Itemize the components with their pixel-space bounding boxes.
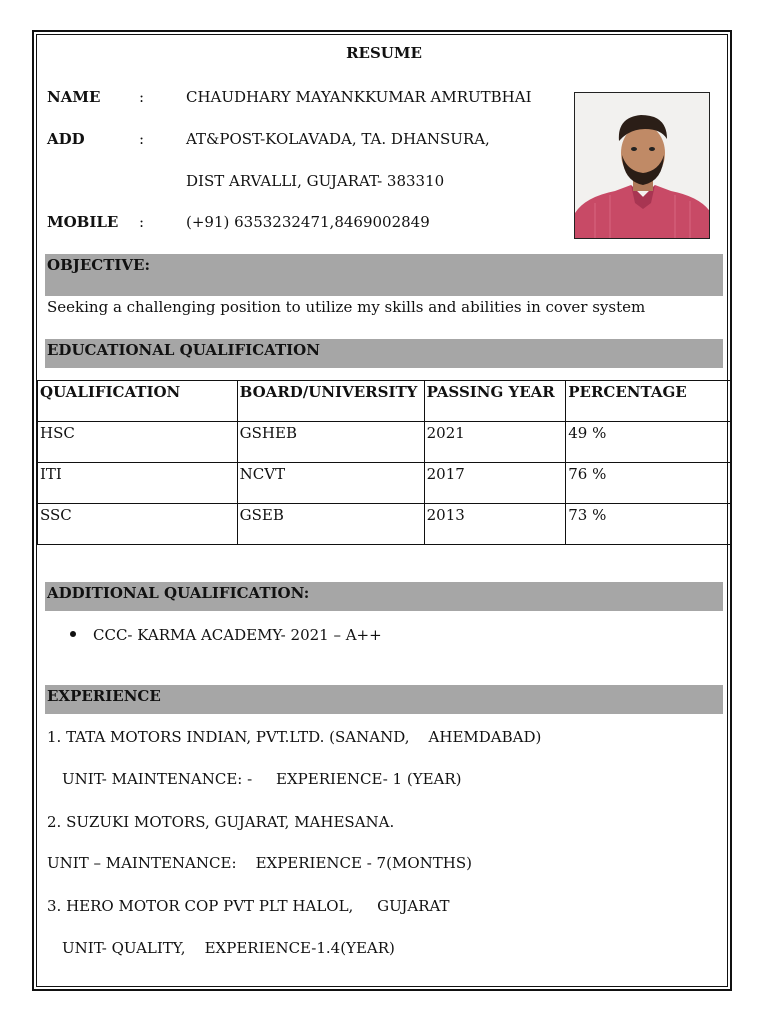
education-table: [37, 380, 731, 545]
table-cell: 73 %: [566, 504, 731, 545]
column-header: BOARD/UNIVERSITY: [237, 381, 424, 422]
address-line-2: DIST ARVALLI, GUJARAT- 383310: [186, 172, 445, 190]
address-colon: :: [139, 130, 145, 148]
name-value: CHAUDHARY MAYANKKUMAR AMRUTBHAI: [186, 88, 532, 106]
column-header: QUALIFICATION: [38, 381, 238, 422]
experience-line-1: 1. TATA MOTORS INDIAN, PVT.LTD. (SANAND, AHEMDABAD): [47, 728, 542, 746]
table-cell: ITI: [38, 463, 238, 504]
additional-item: CCC- KARMA ACADEMY- 2021 – A++: [93, 626, 382, 644]
table-row: [38, 463, 731, 504]
objective-text: Seeking a challenging position to utilize my skills and abilities in cover system: [47, 298, 646, 316]
person-photo-icon: [575, 93, 710, 239]
experience-line-6: UNIT- QUALITY, EXPERIENCE-1.4(YEAR): [62, 939, 395, 957]
mobile-label: MOBILE: [47, 213, 119, 231]
objective-heading-band: [45, 254, 723, 296]
profile-photo: [574, 92, 710, 239]
experience-line-3: 2. SUZUKI MOTORS, GUJARAT, MAHESANA.: [47, 813, 395, 831]
table-cell: 2021: [424, 422, 566, 463]
additional-heading-band: [45, 582, 723, 611]
name-colon: :: [139, 88, 145, 106]
table-cell: HSC: [38, 422, 238, 463]
additional-heading: ADDITIONAL QUALIFICATION:: [47, 584, 310, 602]
table-cell: GSHEB: [237, 422, 424, 463]
address-line-1: AT&POST-KOLAVADA, TA. DHANSURA,: [186, 130, 490, 148]
resume-title: RESUME: [346, 44, 422, 62]
column-header: PERCENTAGE: [566, 381, 731, 422]
bullet-icon: [70, 631, 76, 637]
experience-line-2: UNIT- MAINTENANCE: - EXPERIENCE- 1 (YEAR): [62, 770, 462, 788]
mobile-value: (+91) 6353232471,8469002849: [186, 213, 430, 231]
table-cell: 49 %: [566, 422, 731, 463]
table-cell: 2013: [424, 504, 566, 545]
table-cell: 76 %: [566, 463, 731, 504]
experience-heading: EXPERIENCE: [47, 687, 161, 705]
table-cell: 2017: [424, 463, 566, 504]
objective-heading: OBJECTIVE:: [47, 256, 151, 274]
experience-line-4: UNIT – MAINTENANCE: EXPERIENCE - 7(MONTHS): [47, 854, 472, 872]
table-row: [38, 422, 731, 463]
experience-line-5: 3. HERO MOTOR COP PVT PLT HALOL, GUJARAT: [47, 897, 450, 915]
mobile-colon: :: [139, 213, 145, 231]
table-cell: SSC: [38, 504, 238, 545]
table-cell: NCVT: [237, 463, 424, 504]
column-header: PASSING YEAR: [424, 381, 566, 422]
address-label: ADD: [47, 130, 85, 148]
name-label: NAME: [47, 88, 101, 106]
education-heading: EDUCATIONAL QUALIFICATION: [47, 341, 320, 359]
table-header-row: [38, 381, 731, 422]
table-row: [38, 504, 731, 545]
experience-heading-band: [45, 685, 723, 714]
education-heading-band: [45, 339, 723, 368]
table-cell: GSEB: [237, 504, 424, 545]
